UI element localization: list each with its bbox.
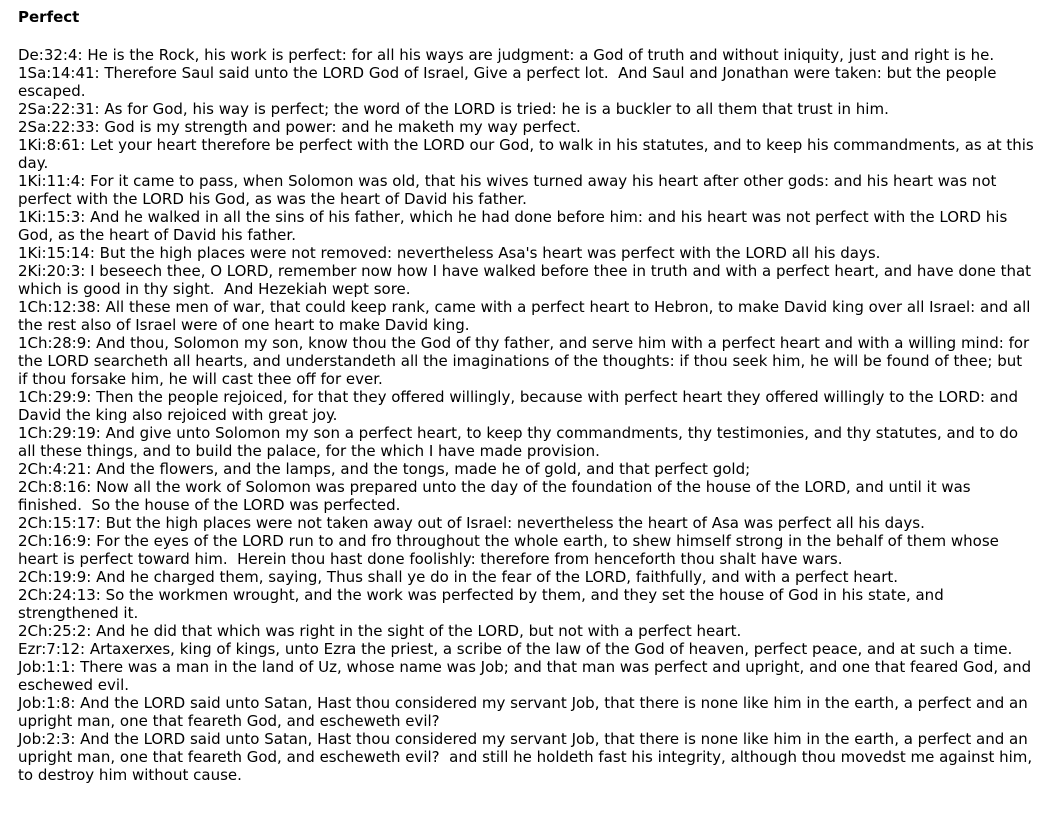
verse-entry: 2Ch:15:17: But the high places were not taken away out of Israel: nevertheless the heart of Asa was perfect all his days.: [18, 514, 925, 532]
verse-entry: 1Ki:15:3: And he walked in all the sins of his father, which he had done before him: and his heart was not perfect with the LORD his God, as the heart of David his father.: [18, 208, 1013, 244]
verse-entry: 2Ch:4:21: And the flowers, and the lamps, and the tongs, made he of gold, and that perfect gold;: [18, 460, 751, 478]
verse-entry: 1Ch:12:38: All these men of war, that could keep rank, came with a perfect heart to Hebron, to make David king over all Israel: and all the rest also of Israel were of one heart to make David king.: [18, 298, 1036, 334]
verse-entry: 2Sa:22:31: As for God, his way is perfect; the word of the LORD is tried: he is a buckler to all them that trust in him.: [18, 100, 889, 118]
page-title: Perfect: [18, 8, 80, 26]
verse-entry: 2Ki:20:3: I beseech thee, O LORD, remember now how I have walked before thee in truth and with a perfect heart, and have done that which is good in thy sight. And Hezekiah wept sore.: [18, 262, 1036, 298]
verse-entry: Job:1:1: There was a man in the land of Uz, whose name was Job; and that man was perfect and upright, and one that feared God, and eschewed evil.: [18, 658, 1036, 694]
verse-entry: 1Ki:8:61: Let your heart therefore be perfect with the LORD our God, to walk in his statutes, and to keep his commandments, as at this day.: [18, 136, 1039, 172]
verse-entry: 2Ch:16:9: For the eyes of the LORD run to and fro throughout the whole earth, to shew himself strong in the behalf of them whose heart is perfect toward him. Herein thou hast done foolishly: therefore from henceforth thou shalt have wars.: [18, 532, 1004, 568]
verse-entry: 1Sa:14:41: Therefore Saul said unto the LORD God of Israel, Give a perfect lot. And Saul and Jonathan were taken: but the people escaped.: [18, 64, 1002, 100]
verse-entry: 1Ch:29:9: Then the people rejoiced, for that they offered willingly, because with perfect heart they offered willingly to the LORD: and David the king also rejoiced with great joy.: [18, 388, 1023, 424]
verse-entry: 2Ch:8:16: Now all the work of Solomon was prepared unto the day of the foundation of the house of the LORD, and until it was finished. So the house of the LORD was perfected.: [18, 478, 976, 514]
verse-entry: Job:1:8: And the LORD said unto Satan, Hast thou considered my servant Job, that there is none like him in the earth, a perfect and an upright man, one that feareth God, and escheweth evil?: [18, 694, 1033, 730]
verse-entry: 2Ch:25:2: And he did that which was right in the sight of the LORD, but not with a perfect heart.: [18, 622, 742, 640]
verse-entry: 1Ki:11:4: For it came to pass, when Solomon was old, that his wives turned away his heart after other gods: and his heart was not perfect with the LORD his God, as was the heart of David his father.: [18, 172, 1002, 208]
verse-entry: De:32:4: He is the Rock, his work is perfect: for all his ways are judgment: a God of truth and without iniquity, just and right is he.: [18, 46, 995, 64]
verse-entry: Job:2:3: And the LORD said unto Satan, Hast thou considered my servant Job, that there is none like him in the earth, a perfect and an upright man, one that feareth God, and escheweth evil? and still he holdeth fast his integrity, although thou movedst me against him, to destroy him without cause.: [18, 730, 1037, 784]
verse-entry: 1Ki:15:14: But the high places were not removed: nevertheless Asa's heart was perfect with the LORD all his days.: [18, 244, 881, 262]
verse-entry: Ezr:7:12: Artaxerxes, king of kings, unto Ezra the priest, a scribe of the law of the God of heaven, perfect peace, and at such a time.: [18, 640, 1013, 658]
verse-entry: 2Ch:19:9: And he charged them, saying, Thus shall ye do in the fear of the LORD, faithfully, and with a perfect heart.: [18, 568, 899, 586]
verse-entry: 1Ch:29:19: And give unto Solomon my son a perfect heart, to keep thy commandments, thy testimonies, and thy statutes, and to do all these things, and to build the palace, for the which I have made provision.: [18, 424, 1023, 460]
verse-entry: 2Sa:22:33: God is my strength and power: and he maketh my way perfect.: [18, 118, 581, 136]
verse-entry: 2Ch:24:13: So the workmen wrought, and the work was perfected by them, and they set the house of God in his state, and strengthened it.: [18, 586, 949, 622]
verse-list: [18, 46, 1039, 784]
verse-entry: 1Ch:28:9: And thou, Solomon my son, know thou the God of thy father, and serve him with a perfect heart and with a willing mind: for the LORD searcheth all hearts, and understandeth all the imaginations of the thoughts: if thou seek him, he will be found of thee; but if thou forsake him, he will cast thee off for ever.: [18, 334, 1034, 388]
